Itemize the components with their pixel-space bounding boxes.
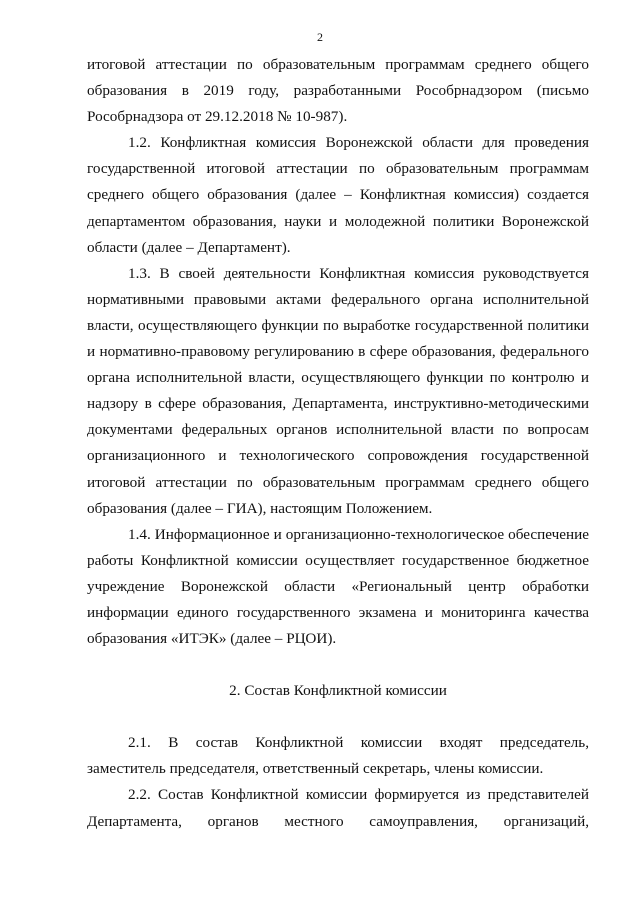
paragraph-2-2: 2.2. Состав Конфликтной комиссии формируется из представителей Департамента, органов местного самоуправления, организаций, (87, 786, 589, 830)
paragraph-1-4: 1.4. Информационное и организационно-технологическое обеспечение работы Конфликтной комиссии осуществляет государственное бюджетное учреждение Воронежской области «Региональный центр обработки информации единого государственного экзамена и мониторинга качества образования «ИТЭК» (далее – РЦОИ). (87, 525, 589, 648)
page-number: 2 (317, 30, 323, 44)
paragraph-2-1: 2.1. В состав Конфликтной комиссии входят председатель, заместитель председателя, ответственный секретарь, члены комиссии. (87, 734, 589, 778)
paragraph-1-3: 1.3. В своей деятельности Конфликтная комиссия руководствуется нормативными правовыми актами федерального органа исполнительной власти, осуществляющего функции по выработке государственной политики и нормативно-правовому регулированию в сфере образования, федерального органа исполнительной власти, осуществляющего функции по контролю и надзору в сфере образования, Департамента, инструктивно-методическими документами федеральных органов исполнительной власти по вопросам организационного и технологического сопровождения государственной итоговой аттестации по образовательным программам среднего общего образования (далее – ГИА), настоящим Положением. (87, 264, 589, 517)
paragraph-continuation: итоговой аттестации по образовательным программам среднего общего образования в 2019 году, разработанными Рособрнадзором (письмо Рособрнадзора от 29.12.2018 № 10-987). (87, 56, 589, 126)
paragraph-1-2: 1.2. Конфликтная комиссия Воронежской области для проведения государственной итоговой аттестации по образовательным программам среднего общего образования (далее – Конфликтная комиссия) создается департаментом образования, науки и молодежной политики Воронежской области (далее – Департамент). (87, 134, 589, 256)
spacer (87, 652, 589, 678)
document-body (87, 52, 589, 835)
section-2-heading: 2. Состав Конфликтной комиссии (229, 682, 447, 700)
spacer (87, 704, 589, 730)
